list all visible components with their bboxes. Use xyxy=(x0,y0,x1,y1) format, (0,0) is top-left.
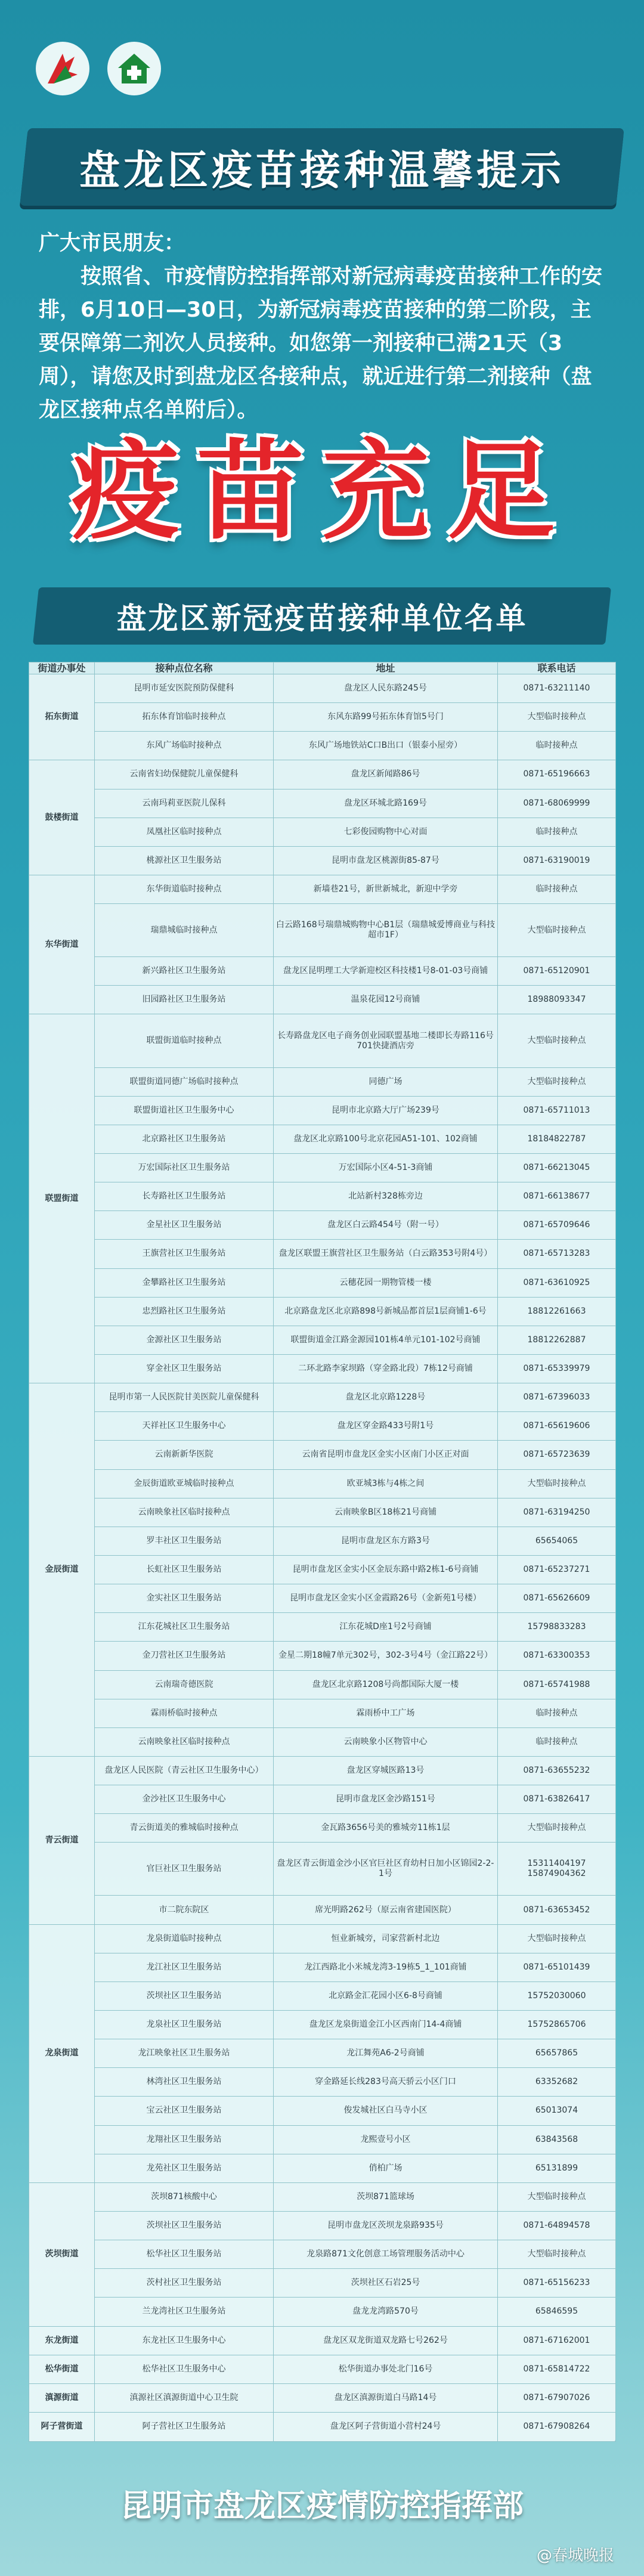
table-row xyxy=(29,2097,616,2125)
table-row xyxy=(29,1125,616,1153)
site-cell: 长虹社区卫生服务站 xyxy=(95,1555,274,1584)
table-row xyxy=(29,1699,616,1727)
phone-cell: 65013074 xyxy=(498,2097,616,2125)
site-cell: 龙泉社区卫生服务站 xyxy=(95,2011,274,2039)
table-row xyxy=(29,2039,616,2068)
site-cell: 凤凰社区临时接种点 xyxy=(95,818,274,846)
address-cell: 龙熙壹号小区 xyxy=(274,2125,498,2154)
site-cell: 茨坝社区卫生服务站 xyxy=(95,1981,274,2010)
address-cell: 茨坝871篮球场 xyxy=(274,2182,498,2211)
address-cell: 昆明市北京路大厅广场239号 xyxy=(274,1096,498,1125)
address-cell: 盘龙龙湾路570号 xyxy=(274,2298,498,2326)
address-cell: 七彩俊园购物中心对面 xyxy=(274,818,498,846)
header-phone: 联系电话 xyxy=(498,662,616,674)
table-row xyxy=(29,674,616,703)
phone-cell: 大型临时接种点 xyxy=(498,1814,616,1843)
phone-cell: 0871-65711013 xyxy=(498,1096,616,1125)
address-cell: 盘龙区环城北路169号 xyxy=(274,789,498,818)
phone-cell: 0871-65723639 xyxy=(498,1441,616,1469)
site-cell: 龙江映象社区卫生服务站 xyxy=(95,2039,274,2068)
phone-cell: 65131899 xyxy=(498,2154,616,2182)
site-cell: 王旗营社区卫生服务站 xyxy=(95,1240,274,1268)
logo-group xyxy=(36,42,161,95)
address-cell: 东风广场地铁站C口B出口（银泰小屋旁） xyxy=(274,732,498,760)
address-cell: 龙江西路北小米城龙湾3-19栋5_1_101商铺 xyxy=(274,1953,498,1981)
table-row xyxy=(29,2298,616,2326)
site-cell: 罗丰社区卫生服务站 xyxy=(95,1527,274,1555)
site-cell: 龙江社区卫生服务站 xyxy=(95,1953,274,1981)
site-cell: 东风广场临时接种点 xyxy=(95,732,274,760)
address-cell: 盘龙区青云街道金沙小区官巨社区育幼村日加小区锦园2-2-1号 xyxy=(274,1843,498,1896)
phone-cell: 大型临时接种点 xyxy=(498,1924,616,1953)
phone-cell: 15752030060 xyxy=(498,1981,616,2010)
phone-cell: 0871-63300353 xyxy=(498,1642,616,1670)
table-row xyxy=(29,1441,616,1469)
address-cell: 万宏国际小区4-51-3商铺 xyxy=(274,1153,498,1182)
address-cell: 盘龙区双龙街道双龙路七号262号 xyxy=(274,2326,498,2355)
phone-cell: 0871-63826417 xyxy=(498,1785,616,1814)
phone-cell: 18812262887 xyxy=(498,1326,616,1354)
phone-cell: 大型临时接种点 xyxy=(498,1014,616,1067)
address-cell: 昆明市盘龙区金实小区金辰东路中路2栋1-6号商铺 xyxy=(274,1555,498,1584)
phone-cell: 63843568 xyxy=(498,2125,616,2154)
address-cell: 北站新村328栋旁边 xyxy=(274,1182,498,1211)
table-row xyxy=(29,1014,616,1067)
site-cell: 联盟街道社区卫生服务中心 xyxy=(95,1096,274,1125)
address-cell: 云穗花园一期物管楼一楼 xyxy=(274,1268,498,1297)
phone-cell: 大型临时接种点 xyxy=(498,1067,616,1096)
phone-cell: 临时接种点 xyxy=(498,818,616,846)
health-house-icon xyxy=(107,42,161,95)
site-cell: 阿子营社区卫生服务站 xyxy=(95,2412,274,2441)
table-row xyxy=(29,1981,616,2010)
address-cell: 长寿路盘龙区电子商务创业园联盟基地二楼即长寿路116号701快捷酒店旁 xyxy=(274,1014,498,1067)
phone-cell: 0871-67162001 xyxy=(498,2326,616,2355)
vaccination-table xyxy=(29,662,615,2442)
table-row xyxy=(29,2326,616,2355)
site-cell: 东华街道临时接种点 xyxy=(95,875,274,903)
site-cell: 云南新新华医院 xyxy=(95,1441,274,1469)
address-cell: 白云路168号瑞鼎城购物中心B1层（瑞鼎城爱博商业与科技超市1F） xyxy=(274,904,498,957)
site-cell: 昆明市第一人民医院甘美医院儿童保健科 xyxy=(95,1383,274,1412)
site-cell: 穿金社区卫生服务站 xyxy=(95,1354,274,1383)
phone-cell: 0871-63194250 xyxy=(498,1498,616,1527)
address-cell: 金瓦路3656号美的雅城旁11栋1层 xyxy=(274,1814,498,1843)
table-body xyxy=(29,674,616,2442)
phone-cell: 大型临时接种点 xyxy=(498,2182,616,2211)
table-row xyxy=(29,760,616,789)
page-title: 盘龙区疫苗接种温馨提示 xyxy=(79,147,565,194)
district-cell: 东华街道 xyxy=(29,875,95,1014)
site-cell: 北京路社区卫生服务站 xyxy=(95,1125,274,1153)
table-row xyxy=(29,1297,616,1326)
site-cell: 金实社区卫生服务站 xyxy=(95,1584,274,1613)
address-cell: 云南映象小区物管中心 xyxy=(274,1727,498,1756)
table-row xyxy=(29,1924,616,1953)
address-cell: 盘龙区昆明理工大学新迎校区科技楼1号8-01-03号商铺 xyxy=(274,957,498,986)
table-row xyxy=(29,2182,616,2211)
site-cell: 青云街道美的雅城临时接种点 xyxy=(95,1814,274,1843)
phone-cell: 0871-63190019 xyxy=(498,846,616,875)
site-cell: 市二院东院区 xyxy=(95,1896,274,1924)
phone-cell: 0871-67908264 xyxy=(498,2412,616,2441)
address-cell: 松华街道办事处北门16号 xyxy=(274,2355,498,2383)
phone-cell: 0871-66138677 xyxy=(498,1182,616,1211)
slogan: 疫苗充足 xyxy=(71,429,572,554)
site-cell: 龙翔社区卫生服务站 xyxy=(95,2125,274,2154)
site-cell: 新兴路社区卫生服务站 xyxy=(95,957,274,986)
phone-cell: 0871-67907026 xyxy=(498,2383,616,2412)
table-row xyxy=(29,2412,616,2441)
phone-cell: 65657865 xyxy=(498,2039,616,2068)
table-row xyxy=(29,732,616,760)
phone-cell: 0871-65101439 xyxy=(498,1953,616,1981)
site-cell: 茨村社区卫生服务站 xyxy=(95,2269,274,2298)
address-cell: 云南映象B区18栋21号商铺 xyxy=(274,1498,498,1527)
address-cell: 龙江舞苑A6-2号商铺 xyxy=(274,2039,498,2068)
address-cell: 穿金路延长线283号高天骄云小区门口 xyxy=(274,2068,498,2097)
address-cell: 盘龙区北京路1228号 xyxy=(274,1383,498,1412)
address-cell: 席光明路262号（原云南省建国医院） xyxy=(274,1896,498,1924)
table-row xyxy=(29,1268,616,1297)
table-row xyxy=(29,703,616,732)
table-row xyxy=(29,1211,616,1240)
phone-cell: 0871-63655232 xyxy=(498,1756,616,1785)
address-cell: 茨坝社区石岩25号 xyxy=(274,2269,498,2298)
address-cell: 盘龙区滇源街道白马路14号 xyxy=(274,2383,498,2412)
site-cell: 拓东体育馆临时接种点 xyxy=(95,703,274,732)
site-cell: 金刀营社区卫生服务站 xyxy=(95,1642,274,1670)
table-row xyxy=(29,1383,616,1412)
table-row xyxy=(29,2154,616,2182)
address-cell: 盘龙区白云路454号（附一号） xyxy=(274,1211,498,1240)
phone-cell: 18184822787 xyxy=(498,1125,616,1153)
site-cell: 滇源社区滇源街道中心卫生院 xyxy=(95,2383,274,2412)
table-row xyxy=(29,1814,616,1843)
table-row xyxy=(29,1326,616,1354)
address-cell: 同德广场 xyxy=(274,1067,498,1096)
table-row xyxy=(29,2355,616,2383)
phone-cell: 大型临时接种点 xyxy=(498,2240,616,2269)
header-address: 地址 xyxy=(274,662,498,674)
site-cell: 金沙社区卫生服务中心 xyxy=(95,1785,274,1814)
address-cell: 霖雨桥中工广场 xyxy=(274,1699,498,1727)
site-cell: 官巨社区卫生服务站 xyxy=(95,1843,274,1896)
site-cell: 宝云社区卫生服务站 xyxy=(95,2097,274,2125)
address-cell: 昆明市盘龙区茨坝龙泉路935号 xyxy=(274,2211,498,2240)
address-cell: 昆明市盘龙区东方路3号 xyxy=(274,1527,498,1555)
site-cell: 云南映象社区临时接种点 xyxy=(95,1498,274,1527)
table-row xyxy=(29,1642,616,1670)
site-cell: 兰龙湾社区卫生服务站 xyxy=(95,2298,274,2326)
site-cell: 天祥社区卫生服务中心 xyxy=(95,1412,274,1441)
table-row xyxy=(29,818,616,846)
table-row xyxy=(29,904,616,957)
address-cell: 北京路盘龙区北京路898号新城品都首层1层商铺1-6号 xyxy=(274,1297,498,1326)
site-cell: 云南映象社区临时接种点 xyxy=(95,1727,274,1756)
site-cell: 江东花城社区卫生服务站 xyxy=(95,1613,274,1642)
phone-cell: 大型临时接种点 xyxy=(498,904,616,957)
address-cell: 盘龙区阿子营街道小营村24号 xyxy=(274,2412,498,2441)
phone-cell: 0871-65120901 xyxy=(498,957,616,986)
table-row xyxy=(29,2383,616,2412)
table-row xyxy=(29,1527,616,1555)
phone-cell: 0871-67396033 xyxy=(498,1383,616,1412)
district-cell: 东龙街道 xyxy=(29,2326,95,2355)
table-header-row xyxy=(29,662,616,674)
table-row xyxy=(29,2068,616,2097)
phone-cell: 18988093347 xyxy=(498,986,616,1014)
header-site: 接种点位名称 xyxy=(95,662,274,674)
phone-cell: 大型临时接种点 xyxy=(498,703,616,732)
site-cell: 龙泉街道临时接种点 xyxy=(95,1924,274,1953)
district-cell: 龙泉街道 xyxy=(29,1924,95,2182)
phone-cell: 0871-65156233 xyxy=(498,2269,616,2298)
phone-cell: 0871-68069999 xyxy=(498,789,616,818)
address-cell: 盘龙区穿城医路13号 xyxy=(274,1756,498,1785)
vaccine-logo-icon xyxy=(36,42,89,95)
site-cell: 瑞鼎城临时接种点 xyxy=(95,904,274,957)
phone-cell: 15311404197 15874904362 xyxy=(498,1843,616,1896)
site-cell: 昆明市延安医院预防保健科 xyxy=(95,674,274,703)
phone-cell: 15752865706 xyxy=(498,2011,616,2039)
phone-cell: 0871-65196663 xyxy=(498,760,616,789)
site-cell: 云南玛莉亚医院儿保科 xyxy=(95,789,274,818)
table-row xyxy=(29,1412,616,1441)
district-cell: 拓东街道 xyxy=(29,674,95,760)
site-cell: 忠烈路社区卫生服务站 xyxy=(95,1297,274,1326)
site-cell: 东龙社区卫生服务中心 xyxy=(95,2326,274,2355)
site-cell: 金源社区卫生服务站 xyxy=(95,1326,274,1354)
site-cell: 盘龙区人民医院（青云社区卫生服务中心） xyxy=(95,1756,274,1785)
address-cell: 联盟街道金江路金源园101栋4单元101-102号商铺 xyxy=(274,1326,498,1354)
address-cell: 恒业新城旁，司家营新村北边 xyxy=(274,1924,498,1953)
site-cell: 松华社区卫生服务站 xyxy=(95,2240,274,2269)
table-row xyxy=(29,2125,616,2154)
table-row xyxy=(29,1555,616,1584)
address-cell: 盘龙区龙泉街道金江小区西南门14-4商铺 xyxy=(274,2011,498,2039)
table-row xyxy=(29,1240,616,1268)
phone-cell: 0871-65713283 xyxy=(498,1240,616,1268)
address-cell: 龙泉路871文化创意工场管理服务活动中心 xyxy=(274,2240,498,2269)
address-cell: 新墙巷21号，新世新城北，新迎中学旁 xyxy=(274,875,498,903)
table-row xyxy=(29,1498,616,1527)
address-cell: 俊发城社区白马寺小区 xyxy=(274,2097,498,2125)
site-cell: 龙苑社区卫生服务站 xyxy=(95,2154,274,2182)
phone-cell: 大型临时接种点 xyxy=(498,1469,616,1498)
phone-cell: 0871-65237271 xyxy=(498,1555,616,1584)
table-row xyxy=(29,1067,616,1096)
address-cell: 盘龙区北京路100号北京花园A51-101、102商铺 xyxy=(274,1125,498,1153)
site-cell: 云南省妇幼保健院儿童保健科 xyxy=(95,760,274,789)
watermark: @春城晚报 xyxy=(536,2547,614,2565)
site-cell: 联盟街道同德广场临时接种点 xyxy=(95,1067,274,1096)
address-cell: 东风东路99号拓东体育馆5号门 xyxy=(274,703,498,732)
table-row xyxy=(29,1584,616,1613)
table-row xyxy=(29,846,616,875)
phone-cell: 0871-65626609 xyxy=(498,1584,616,1613)
district-cell: 鼓楼街道 xyxy=(29,760,95,875)
table-row xyxy=(29,1896,616,1924)
district-cell: 松华街道 xyxy=(29,2355,95,2383)
phone-cell: 65654065 xyxy=(498,1527,616,1555)
table-row xyxy=(29,1354,616,1383)
address-cell: 盘龙区穿金路433号附1号 xyxy=(274,1412,498,1441)
header-district: 街道办事处 xyxy=(29,662,95,674)
phone-cell: 65846595 xyxy=(498,2298,616,2326)
intro-body: 按照省、市疫情防控指挥部对新冠病毒疫苗接种工作的安排，6月10日—30日，为新冠病毒疫苗接种的第二阶段，主要保障第二剂次人员接种。如您第一剂接种已满21天（3周），请您及时到盘龙区各接种点，就近进行第二剂接种（盘龙区接种点名单附后）。 xyxy=(39,265,603,422)
phone-cell: 63352682 xyxy=(498,2068,616,2097)
site-cell: 云南瑞奇德医院 xyxy=(95,1670,274,1699)
address-cell: 盘龙区北京路1208号尚都国际大厦一楼 xyxy=(274,1670,498,1699)
table-row xyxy=(29,1096,616,1125)
phone-cell: 0871-63211140 xyxy=(498,674,616,703)
district-cell: 青云街道 xyxy=(29,1756,95,1924)
phone-cell: 0871-65709646 xyxy=(498,1211,616,1240)
address-cell: 盘龙区联盟王旗营社区卫生服务站（白云路353号附4号） xyxy=(274,1240,498,1268)
footer-issuer: 昆明市盘龙区疫情防控指挥部 xyxy=(120,2488,524,2524)
intro-text xyxy=(39,227,605,427)
table-row xyxy=(29,1469,616,1498)
district-cell: 金辰街道 xyxy=(29,1383,95,1757)
site-cell: 联盟街道临时接种点 xyxy=(95,1014,274,1067)
district-cell: 阿子营街道 xyxy=(29,2412,95,2441)
phone-cell: 18812261663 xyxy=(498,1297,616,1326)
table-row xyxy=(29,1785,616,1814)
address-cell: 盘龙区人民东路245号 xyxy=(274,674,498,703)
site-cell: 万宏国际社区卫生服务站 xyxy=(95,1153,274,1182)
address-cell: 盘龙区新闻路86号 xyxy=(274,760,498,789)
table-row xyxy=(29,1843,616,1896)
title-banner xyxy=(24,128,620,206)
phone-cell: 0871-65741988 xyxy=(498,1670,616,1699)
site-cell: 金攀路社区卫生服务站 xyxy=(95,1268,274,1297)
table-row xyxy=(29,1153,616,1182)
address-cell: 欧亚城3栋与4栋之间 xyxy=(274,1469,498,1498)
district-cell: 滇源街道 xyxy=(29,2383,95,2412)
site-cell: 长寿路社区卫生服务站 xyxy=(95,1182,274,1211)
phone-cell: 0871-63610925 xyxy=(498,1268,616,1297)
table-row xyxy=(29,1670,616,1699)
list-title: 盘龙区新冠疫苗接种单位名单 xyxy=(116,601,528,636)
site-cell: 旧园路社区卫生服务站 xyxy=(95,986,274,1014)
site-cell: 松华社区卫生服务中心 xyxy=(95,2355,274,2383)
list-title-banner xyxy=(36,587,608,645)
site-cell: 金星社区卫生服务站 xyxy=(95,1211,274,1240)
district-cell: 茨坝街道 xyxy=(29,2182,95,2326)
table-row xyxy=(29,1613,616,1642)
phone-cell: 0871-65619606 xyxy=(498,1412,616,1441)
address-cell: 昆明市盘龙区金实小区金霞路26号（金新苑1号楼） xyxy=(274,1584,498,1613)
table-row xyxy=(29,1953,616,1981)
address-cell: 温泉花园12号商铺 xyxy=(274,986,498,1014)
table-row xyxy=(29,2211,616,2240)
address-cell: 金星二期18幢7单元302号，302-3号4号（金江路22号） xyxy=(274,1642,498,1670)
address-cell: 北京路金汇花园小区6-8号商铺 xyxy=(274,1981,498,2010)
table-row xyxy=(29,789,616,818)
address-cell: 昆明市盘龙区金沙路151号 xyxy=(274,1785,498,1814)
table-row xyxy=(29,1182,616,1211)
table-row xyxy=(29,957,616,986)
phone-cell: 0871-66213045 xyxy=(498,1153,616,1182)
table-row xyxy=(29,1727,616,1756)
site-cell: 林湾社区卫生服务站 xyxy=(95,2068,274,2097)
phone-cell: 0871-65814722 xyxy=(498,2355,616,2383)
phone-cell: 临时接种点 xyxy=(498,875,616,903)
phone-cell: 0871-64894578 xyxy=(498,2211,616,2240)
phone-cell: 15798833283 xyxy=(498,1613,616,1642)
phone-cell: 临时接种点 xyxy=(498,1699,616,1727)
site-cell: 霖雨桥临时接种点 xyxy=(95,1699,274,1727)
table-row xyxy=(29,986,616,1014)
intro-greeting: 广大市民朋友： xyxy=(39,231,185,255)
address-cell: 昆明市盘龙区桃源街85-87号 xyxy=(274,846,498,875)
phone-cell: 0871-65339979 xyxy=(498,1354,616,1383)
site-cell: 金辰街道欧亚城临时接种点 xyxy=(95,1469,274,1498)
phone-cell: 临时接种点 xyxy=(498,1727,616,1756)
district-cell: 联盟街道 xyxy=(29,1014,95,1383)
table-row xyxy=(29,2269,616,2298)
table-row xyxy=(29,2011,616,2039)
site-cell: 茨坝871核酸中心 xyxy=(95,2182,274,2211)
site-cell: 桃源社区卫生服务站 xyxy=(95,846,274,875)
table-row xyxy=(29,1756,616,1785)
phone-cell: 0871-63653452 xyxy=(498,1896,616,1924)
table-row xyxy=(29,875,616,903)
phone-cell: 临时接种点 xyxy=(498,732,616,760)
address-cell: 江东花城D座1号2号商铺 xyxy=(274,1613,498,1642)
address-cell: 二环北路李家坝路（穿金路北段）7栋12号商铺 xyxy=(274,1354,498,1383)
table-row xyxy=(29,2240,616,2269)
address-cell: 俏柏广场 xyxy=(274,2154,498,2182)
address-cell: 云南省昆明市盘龙区金实小区南门小区正对面 xyxy=(274,1441,498,1469)
site-cell: 茨坝社区卫生服务站 xyxy=(95,2211,274,2240)
